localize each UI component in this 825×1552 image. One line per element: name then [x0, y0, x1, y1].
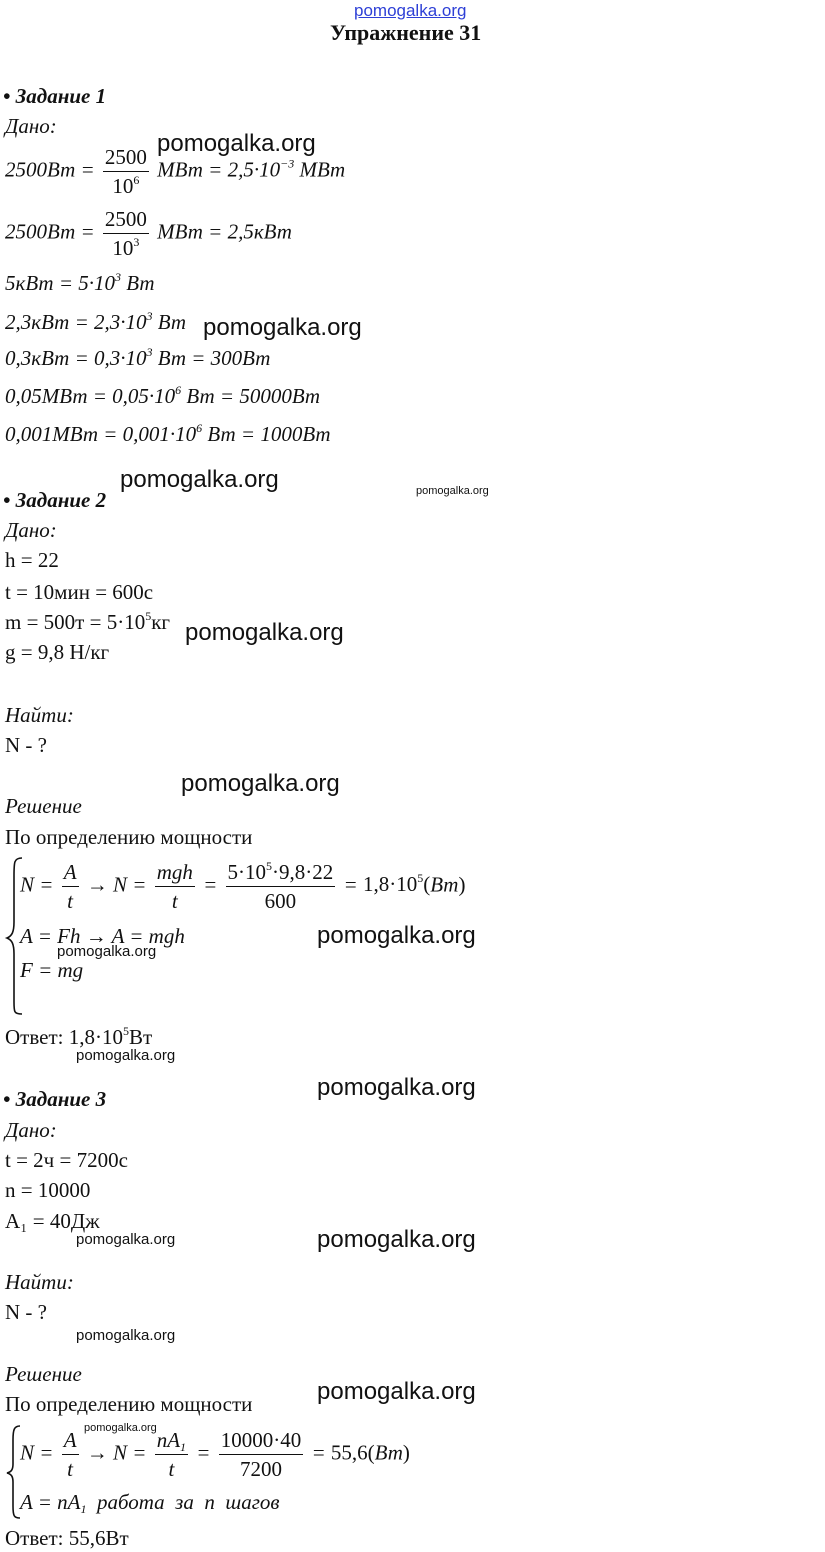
task2-find-label: Найти: [5, 703, 74, 727]
task2-eq2: A = Fh → A = mgh [20, 924, 185, 948]
task3-heading: • Задание 3 [3, 1087, 107, 1111]
watermark-small: pomogalka.org [76, 1047, 176, 1064]
task1-line-6: $0,05МВт = 0,05\cdot 10^6$ Вт = 50000Вт [5, 383, 321, 408]
task3-given-t: t = 2ч = 7200с [5, 1148, 128, 1172]
task1-heading: • Задание 1 [3, 84, 107, 108]
task1-given-label: Дано: [5, 114, 57, 138]
task2-find-line: N - ? [5, 733, 47, 757]
task2-eq1: N = $\frac{A}{t}$ → N = $\frac{\text{mgh}}{t}$ = $\frac{5\cdot 10^5\cdot 9,8\cdot 22}{600}$ = $1,8\cdot 10^5(Вт)$ [20, 859, 466, 913]
task3-given-label: Дано: [5, 1118, 57, 1142]
watermark: pomogalka.org [185, 619, 344, 646]
task2-given-t: t = 10мин = 600с [5, 580, 154, 604]
task2-solution-label: Решение [5, 794, 82, 818]
task2-given-g: g = 9,8 Н/кг [5, 640, 110, 664]
watermark: pomogalka.org [317, 1074, 476, 1101]
task3-solution-intro: По определению мощности [5, 1392, 253, 1416]
watermark-small: pomogalka.org [84, 1422, 157, 1434]
watermark: pomogalka.org [317, 1226, 476, 1253]
watermark-small: pomogalka.org [416, 485, 489, 497]
watermark: pomogalka.org [203, 314, 362, 341]
task2-given-label: Дано: [5, 518, 57, 542]
watermark-small: pomogalka.org [76, 1327, 176, 1344]
watermark: pomogalka.org [157, 130, 316, 157]
watermark: pomogalka.org [317, 922, 476, 949]
task3-given-n: n = 10000 [5, 1178, 91, 1202]
task1-line-1: 2500Вт = $\frac{2500}{10^6}$ МВт = $2,5\cdot 10^{-3}$ МВт [5, 145, 346, 198]
task1-line-2: 2500Вт = $\frac{2500}{10^3}$ МВт = 2,5кВт [5, 207, 292, 260]
task2-heading: • Задание 2 [3, 488, 107, 512]
task3-eq1: N = $\frac{A}{t}$ → N = $\frac{nA_1}{t}$ = $\frac{10000\cdot 40}{7200}$ = 55,6(Вт) [20, 1428, 410, 1481]
watermark-small: pomogalka.org [76, 1231, 176, 1248]
task1-line-7: $0,001МВт = 0,001\cdot 10^6$ Вт = 1000Вт [5, 421, 331, 446]
page-title: Упражнение 31 [330, 20, 482, 45]
task2-given-m: $m = 500т = 5\cdot 10^5кг$ [5, 609, 171, 634]
task3-solution-label: Решение [5, 1362, 82, 1386]
watermark-small: pomogalka.org [57, 943, 157, 960]
task3-given-a1: A₁ = 40Дж [5, 1209, 100, 1233]
task2-eq3: F = mg [20, 958, 84, 982]
task3-find-label: Найти: [5, 1270, 74, 1294]
task2-given-h: h = 22 [5, 548, 59, 572]
task1-line-3: $5кВт = 5\cdot 10^3$ Вт [5, 270, 155, 295]
watermark: pomogalka.org [317, 1378, 476, 1405]
task1-line-4: $2,3кВт = 2,3\cdot 10^3$ Вт [5, 309, 186, 334]
task3-eq2: $A = nA_1$ работа за n шагов [20, 1490, 280, 1516]
watermark: pomogalka.org [120, 466, 279, 493]
task2-answer: Ответ: $1,8\cdot 10^5Вт$ [5, 1024, 153, 1049]
task1-line-5: $0,3кВт = 0,3\cdot 10^3$ Вт = 300Вт [5, 345, 271, 370]
watermark: pomogalka.org [181, 770, 340, 797]
task3-find-line: N - ? [5, 1300, 47, 1324]
task3-answer: Ответ: 55,6Вт [5, 1526, 129, 1550]
task2-solution-intro: По определению мощности [5, 825, 253, 849]
site-link[interactable]: pomogalka.org [354, 1, 467, 20]
